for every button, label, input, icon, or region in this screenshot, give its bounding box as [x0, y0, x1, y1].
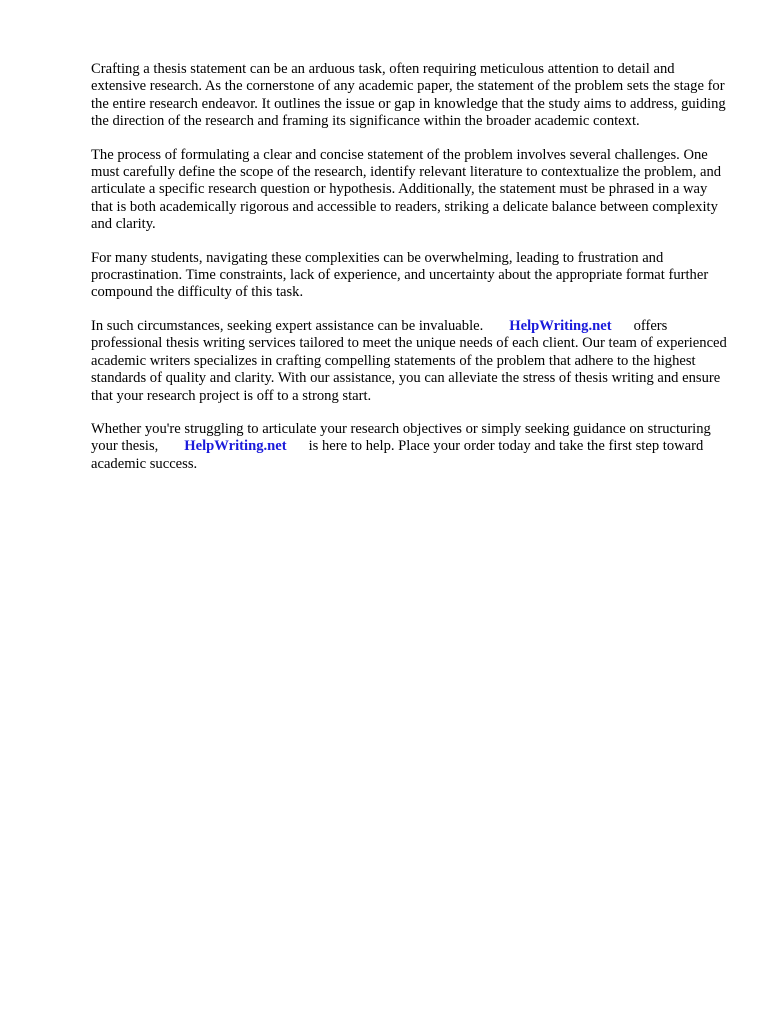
paragraph-process: The process of formulating a clear and concise statement of the problem involves several challenges. One must carefully define the scope of the research, identify relevant literature to contextualize the problem, and articulate a specific research question or hypothesis. Additionally, the statement must be phrased in a way that is both academically rigorous and accessible to readers, striking a delicate balance between complexity and clarity.: [91, 146, 722, 233]
paragraph-assistance-text-after: offers professional thesis writing services tailored to meet the unique needs of each client. Our team of experienced academic writers specializes in crafting compelling statements of the problem that adhere to the highest standards of quality and clarity. With our assistance, you can alleviate the stress of thesis writing and ensure that your research project is off to a strong start.: [91, 317, 727, 404]
paragraph-assistance-text-before: In such circumstances, seeking expert assistance can be invaluable.: [91, 317, 484, 334]
paragraph-closing: [91, 421, 731, 473]
paragraph-intro: Crafting a thesis statement can be an arduous task, often requiring meticulous attention to detail and extensive research. As the cornerstone of any academic paper, the statement of the problem sets the stage for the entire research endeavor. It outlines the issue or gap in knowledge that the study aims to address, guiding the direction of the research and framing its significance within the broader academic context.: [91, 61, 726, 130]
helpwriting-link[interactable]: HelpWriting.net: [509, 317, 612, 334]
paragraph-closing-text-after: is here to help. Place your order today and take the first step toward academic success.: [91, 438, 704, 472]
paragraph-challenges: For many students, navigating these complexities can be overwhelming, leading to frustration and procrastination. Time constraints, lack of experience, and uncertainty about the appropriate format further compound the difficulty of this task.: [91, 249, 709, 301]
paragraph-assistance: [91, 318, 731, 405]
document-body: [91, 61, 731, 489]
helpwriting-link-closing[interactable]: HelpWriting.net: [184, 438, 287, 455]
paragraph-closing-text-before: Whether you're struggling to articulate your research objectives or simply seeking guidance on structuring your thesis,: [91, 420, 711, 455]
